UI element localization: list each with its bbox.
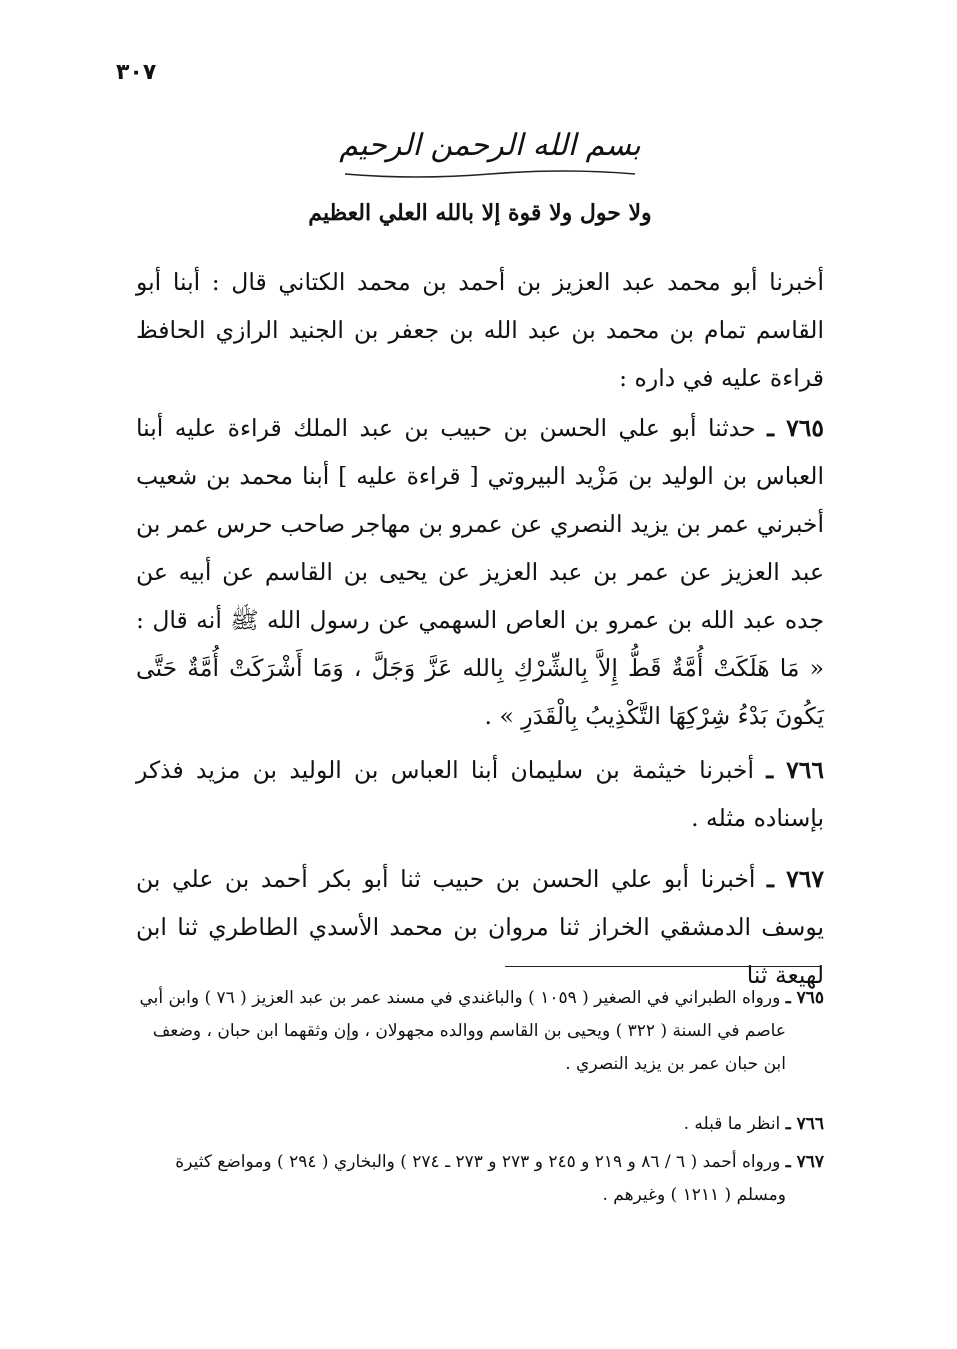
- hadith-text-765: حدثنا أبو علي الحسن بن حبيب بن عبد الملك قراءة عليه أبنا العباس بن الوليد بن مَزْيد البيروتي [ قراءة عليه ] أبنا محمد بن شعيب أخبرني عمر بن يزيد النصري عن عمرو بن مهاجر صاحب حرس عمر بن عبد العزيز عن عمر بن عبد العزيز عن يحيى بن القاسم عن أبيه عن جده عبد الله بن عمرو بن العاص السهمي عن رسول الله ﷺ أنه قال : « مَا هَلَكَتْ أُمَّةٌ قَطُّ إِلاَّ بِالشِّرْكِ بِالله عَزَّ وَجَلَّ ، وَمَا أَشْرَكَتْ أُمَّةٌ حَتَّى يَكُونَ بَدْءُ شِرْكِهَا التَّكْذِيبُ بِالْقَدَرِ » .: [136, 414, 824, 730]
- hadith-text-766: أخبرنا خيثمة بن سليمان أبنا العباس بن الوليد بن مزيد فذكر بإسناده مثله .: [136, 756, 824, 832]
- footnote-separator: [505, 966, 820, 967]
- footnote-766-text: انظر ما قبله .: [683, 1114, 781, 1134]
- intro-text: أخبرنا أبو محمد عبد العزيز بن أحمد بن محمد الكتاني قال : أبنا أبو القاسم تمام بن محمد بن عبد الله بن جعفر بن الجنيد الرازي الحافظ قراءة عليه في داره :: [136, 268, 824, 392]
- footnote-767-line-2: ومسلم ( ١٢١١ ) وغيرهم .: [602, 1185, 786, 1205]
- footnote-765-line-2: عاصم في السنة ( ٣٢٢ ) ويحيى بن القاسم ووالده مجهولان ، وإن وثقهما ابن حبان ، وضعف: [152, 1021, 786, 1041]
- heading-hawqala: ولا حول ولا قوة إلا بالله العلي العظيم: [308, 200, 652, 226]
- hadith-766: [136, 746, 824, 842]
- intro-paragraph: [136, 258, 824, 402]
- hadith-number-766: ٧٦٦ ـ: [766, 756, 824, 784]
- page-number: ٣٠٧: [116, 60, 157, 85]
- hadith-number-765: ٧٦٥ ـ: [767, 414, 824, 442]
- footnote-767-line-1: ورواه أحمد ( ٦ / ٨٦ و ٢١٩ و ٢٤٥ و ٢٧٣ و ٢٧٣ ـ ٢٧٤ ) والبخاري ( ٢٩٤ ) ومواضع كثيرة: [175, 1152, 781, 1172]
- hadith-767: [136, 855, 824, 999]
- footnote-767: [124, 1146, 824, 1212]
- footnote-765-line-3: ابن حبان عمر بن يزيد النصري .: [565, 1054, 786, 1074]
- hadith-text-767: أخبرنا أبو علي الحسن بن حبيب ثنا أبو بكر أحمد بن علي بن يوسف الدمشقي الخراز ثنا مروان بن محمد الأسدي الطاطري ثنا ابن لهيعة ثنا: [136, 865, 824, 989]
- footnote-number-765: ٧٦٥ ـ: [785, 988, 824, 1008]
- hadith-765: [136, 404, 824, 740]
- footnote-766: [124, 1108, 824, 1141]
- footnote-765: [124, 982, 824, 1081]
- footnote-number-766: ٧٦٦ ـ: [785, 1114, 824, 1134]
- hadith-number-767: ٧٦٧ ـ: [766, 865, 824, 893]
- footnote-number-767: ٧٦٧ ـ: [785, 1152, 824, 1172]
- basmala-calligraphy: بسم الله الرحمن الرحيم: [339, 128, 641, 163]
- basmala-flourish-icon: [340, 168, 640, 180]
- footnote-765-line-1: ورواه الطبراني في الصغير ( ١٠٥٩ ) والباغندي في مسند عمر بن عبد العزيز ( ٧٦ ) وابن أبي: [139, 988, 781, 1008]
